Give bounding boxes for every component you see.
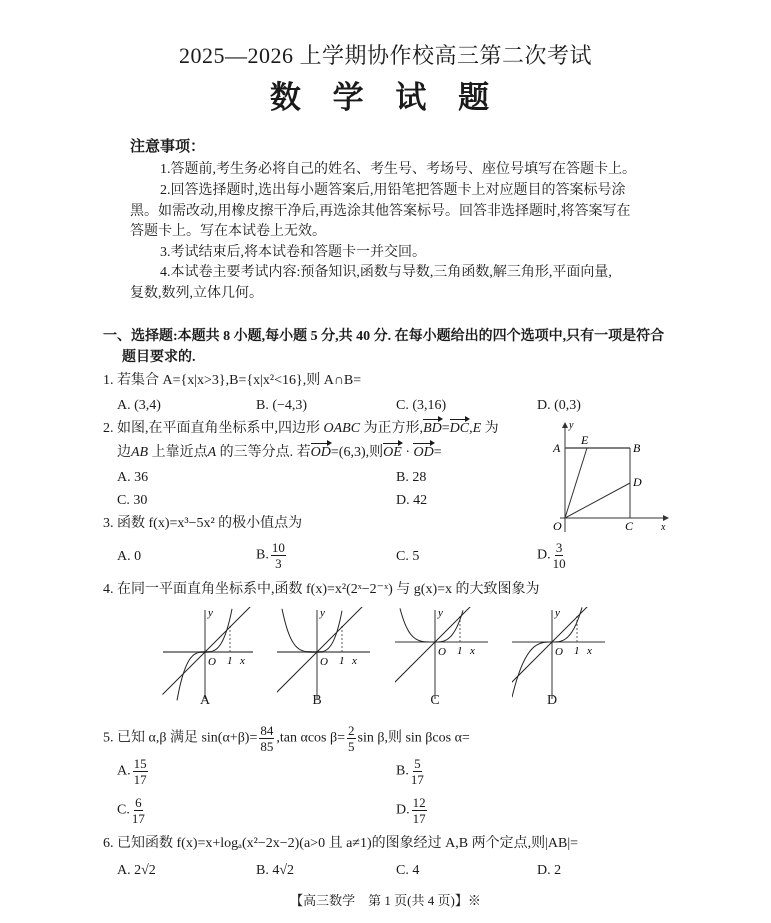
label-c: C: [625, 519, 634, 533]
q2-option-b: B. 28: [396, 470, 427, 485]
denominator: 10: [552, 556, 566, 571]
vector-bd: BD: [423, 421, 442, 436]
denominator: 17: [412, 811, 426, 826]
notes-heading: 注意事项：: [130, 139, 206, 155]
text: D.: [396, 802, 410, 818]
label-a: A: [553, 441, 561, 455]
vector-od: OD: [413, 445, 434, 460]
exam-title: 2025—2026 上学期协作校高三第二次考试: [178, 43, 592, 68]
q1-option-a: A. (3,4): [117, 398, 161, 413]
q6-option-d: D. 2: [537, 863, 562, 878]
denominator: 17: [133, 772, 147, 787]
line-g: [163, 607, 252, 695]
q5-option-b: [396, 756, 426, 787]
q2-stem-line2: [117, 444, 442, 462]
section-heading: 一、选择题:本题共 8 小题,每小题 5 分,共 40 分. 在每小题给出的四个选项中,只有一项是符合: [103, 329, 665, 344]
text: ·: [401, 445, 414, 460]
q4-graph-a: [160, 607, 255, 702]
subject-title: 数 学 试 题: [269, 80, 502, 115]
page-footer: 【高三数学 第 1 页(共 4 页)】※: [290, 893, 481, 908]
note-line: 2.回答选择题时,选出每小题答案后,用铅笔把答题卡上对应题目的答案标号涂: [160, 183, 626, 198]
text: =: [433, 445, 442, 460]
label-one: 1: [227, 655, 233, 667]
note-line: 4.本试卷主要考试内容:预备知识,函数与导数,三角函数,解三角形,平面向量,: [160, 265, 612, 280]
q4-graph-b: [277, 607, 372, 702]
q4-graph-label: B: [312, 693, 322, 708]
note-line: 1.答题前,考生务必将自己的姓名、考生号、考场号、座位号填写在答题卡上。: [160, 162, 636, 177]
text: E: [472, 421, 482, 436]
q1-option-b: B. (−4,3): [256, 398, 308, 413]
q2-stem-line1: [103, 420, 499, 438]
curve-f: [282, 609, 342, 652]
label-one: 1: [339, 655, 345, 667]
fraction: [412, 795, 427, 826]
label-y: y: [569, 420, 574, 431]
fraction: [553, 540, 566, 571]
q4-graph-label: A: [199, 693, 211, 708]
text: ,: [469, 421, 473, 436]
label-x: x: [352, 655, 357, 667]
q5-option-d: [396, 795, 429, 826]
text: 2. 如图,在平面直角坐标系中,四边形: [103, 421, 324, 436]
text: A: [207, 445, 217, 460]
q5-option-a: [117, 756, 150, 787]
numerator: 2: [348, 723, 355, 738]
label-e: E: [581, 433, 589, 447]
label-x: x: [661, 522, 666, 533]
q4-stem: 4. 在同一平面直角坐标系中,函数 f(x)=x²(2ˣ−2⁻ˣ) 与 g(x)=x 的大致图象为: [103, 582, 540, 597]
text: AB: [131, 445, 149, 460]
numerator: 5: [414, 756, 421, 771]
q6-option-a: A. 2√2: [117, 863, 156, 878]
curve-f: [512, 607, 582, 697]
label-o: O: [555, 646, 563, 658]
section-heading-cont: 题目要求的.: [122, 350, 196, 365]
q3-option-a: [117, 548, 141, 566]
label-x: x: [587, 645, 592, 657]
label-one: 1: [574, 645, 580, 657]
label-x: x: [470, 645, 475, 657]
denominator: 17: [410, 772, 424, 787]
label-x: x: [240, 655, 245, 667]
text: C.: [117, 802, 130, 818]
q2-option-c: C. 30: [117, 493, 148, 508]
note-line: 黑。如需改动,用橡皮擦干净后,再选涂其他答案标号。回答非选择题时,将答案写在: [130, 204, 631, 219]
label-o: O: [438, 646, 446, 658]
fraction: [132, 795, 145, 826]
vector-od: OD: [310, 445, 331, 460]
fraction: [133, 756, 148, 787]
q3-option-b: [256, 540, 288, 571]
text: ,tan αcos β=: [276, 730, 345, 746]
curve-f: [400, 608, 463, 642]
denominator: 3: [275, 556, 282, 571]
denominator: 85: [260, 739, 274, 754]
q3-option-d: [537, 540, 568, 571]
q1-option-d: D. (0,3): [537, 398, 581, 413]
text: B.: [396, 763, 409, 779]
q6-stem: 6. 已知函数 f(x)=x+logₐ(x²−2x−2)(a>0 且 a≠1)的图象经过 A,B 两个定点,则|AB|=: [103, 836, 579, 851]
numerator: 12: [412, 795, 426, 810]
text: A.: [117, 763, 131, 779]
text: D.: [537, 547, 551, 563]
numerator: 3: [555, 540, 563, 555]
q4-graph-d: [512, 607, 607, 702]
text: 的三等分点. 若: [216, 445, 311, 460]
label-o: O: [553, 519, 562, 533]
text: sin β,则 sin βcos α=: [357, 730, 470, 746]
text: OABC: [323, 421, 361, 436]
label-b: B: [633, 441, 641, 455]
text: A. 0: [117, 549, 142, 564]
q4-graph-label: D: [546, 693, 558, 708]
q3-stem: 3. 函数 f(x)=x³−5x² 的极小值点为: [103, 516, 303, 531]
text: 边: [117, 445, 131, 460]
q2-figure: [535, 418, 670, 533]
fraction: [411, 756, 424, 787]
fraction: [347, 723, 356, 754]
fraction: [271, 540, 286, 571]
q6-option-c: C. 4: [396, 863, 420, 878]
q4-graph-c: [395, 607, 490, 702]
label-y: y: [555, 607, 560, 619]
q2-option-a: A. 36: [117, 470, 149, 485]
vector-dc: DC: [449, 421, 470, 436]
numerator: 84: [260, 723, 274, 738]
q3-option-c: [396, 548, 419, 566]
label-d: D: [633, 475, 642, 489]
note-line: 答题卡上。写在本试卷上无效。: [130, 224, 326, 239]
text: B.: [256, 547, 269, 563]
line-g: [277, 607, 363, 695]
q6-option-b: B. 4√2: [256, 863, 295, 878]
label-y: y: [320, 607, 325, 619]
text: =: [441, 421, 450, 436]
note-line: 复数,数列,立体几何。: [130, 286, 263, 301]
note-line: 3.考试结束后,将本试卷和答题卡一并交回。: [160, 245, 426, 260]
q1-stem: 1. 若集合 A={x|x>3},B={x|x²<16},则 A∩B=: [103, 373, 362, 388]
q5-stem: [103, 723, 470, 754]
label-o: O: [208, 656, 216, 668]
q4-graph-label: C: [430, 693, 440, 708]
numerator: 15: [133, 756, 147, 771]
q2-option-d: D. 42: [396, 493, 428, 508]
fraction: [259, 723, 274, 754]
denominator: 5: [348, 739, 355, 754]
text: 5. 已知 α,β 满足 sin(α+β)=: [103, 730, 258, 746]
vector-oe: OE: [383, 445, 402, 460]
label-y: y: [208, 607, 213, 619]
text: C. 5: [396, 549, 420, 564]
label-y: y: [438, 607, 443, 619]
denominator: 17: [131, 811, 145, 826]
text: 上靠近点: [148, 445, 208, 460]
text: 为正方形,: [360, 421, 424, 436]
q1-option-c: C. (3,16): [396, 398, 447, 413]
label-o: O: [320, 656, 328, 668]
text: =(6,3),则: [330, 445, 384, 460]
numerator: 6: [135, 795, 142, 810]
label-one: 1: [457, 645, 463, 657]
numerator: 10: [271, 540, 285, 555]
text: 为: [481, 421, 499, 436]
q5-option-c: [117, 795, 147, 826]
